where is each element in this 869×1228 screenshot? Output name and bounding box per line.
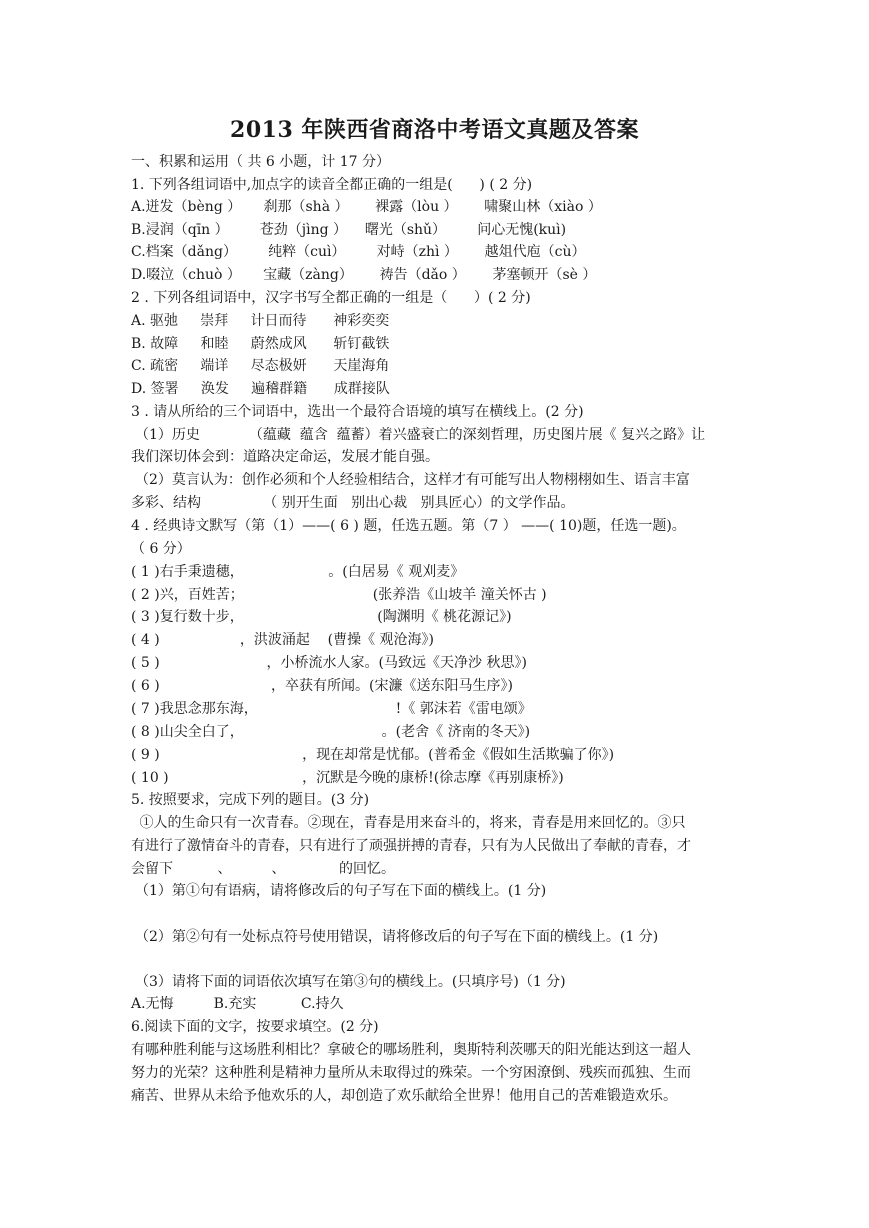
q6-passage-line-2: 努力的光荣？这种胜利是精神力量所从未取得过的殊荣。一个穷困潦倒、残疾而孤独、生而 — [131, 1065, 691, 1081]
question-4-score: （ 6 分） — [131, 541, 191, 557]
q5-options: A.无悔 B.充实 C.持久 — [131, 996, 344, 1012]
q2-option-a: A. 驱弛 崇拜 计日而待 神彩奕奕 — [131, 313, 390, 329]
question-4: 4 . 经典诗文默写（第（1）——( 6 ) 题，任选五题。第（7 ） ——( 10)题，任选一题)。 — [131, 518, 686, 534]
q4-item-10: ( 10 ) ，沉默是今晚的康桥!(徐志摩《再别康桥》) — [131, 770, 564, 786]
q3-part-1: （1）历史 （蕴藏 蕴含 蕴蓄）着兴盛衰亡的深刻哲理，历史图片展《 复兴之路》让 — [135, 427, 706, 443]
q4-item-3: ( 3 )复行数十步， (陶渊明《 桃花源记》) — [131, 609, 512, 625]
q5-part-3: （3）请将下面的词语依次填写在第③句的横线上。(只填序号)（1 分) — [135, 974, 566, 990]
q4-item-4: ( 4 ) ，洪波涌起 (曹操《 观沧海》) — [131, 632, 435, 648]
section-heading: 一、积累和运用（ 共 6 小题，计 17 分） — [131, 154, 390, 170]
q5-part-2: （2）第②句有一处标点符号使用错误，请将修改后的句子写在下面的横线上。(1 分) — [135, 929, 659, 945]
q2-option-b: B. 故障 和睦 蔚然成风 斩钉截铁 — [131, 336, 390, 352]
q5-passage-line-3: 会留下 、 、 的回忆。 — [131, 861, 395, 877]
q4-item-9: ( 9 ) ，现在却常是忧郁。(普希金《假如生活欺骗了你》) — [131, 747, 615, 763]
q3-part-2-cont: 多彩、结构 （ 别开生面 别出心裁 别具匠心）的文学作品。 — [131, 495, 575, 511]
q2-option-c: C. 疏密 端详 尽态极妍 天崖海角 — [131, 358, 390, 374]
q4-item-6: ( 6 ) ，卒获有所闻。(宋濂《送东阳马生序》) — [131, 678, 513, 694]
question-2: 2 . 下列各组词语中，汉字书写全都正确的一组是（ ）( 2 分) — [131, 290, 531, 306]
q5-passage-line-2: 有进行了激情奋斗的青春，只有进行了顽强拼搏的青春，只有为人民做出了奉献的青春，才 — [131, 838, 691, 854]
q5-part-1: （1）第①句有语病，请将修改后的句子写在下面的横线上。(1 分) — [135, 883, 547, 899]
q4-item-8: ( 8 )山尖全白了， 。(老舍《 济南的冬天》) — [131, 724, 531, 740]
document-title: 2013 年陕西省商洛中考语文真题及答案 — [230, 117, 639, 143]
q2-option-d: D. 签署 涣发 遍稽群籍 成群接队 — [131, 381, 390, 397]
question-1: 1. 下列各组词语中,加点字的读音全都正确的一组是( ) ( 2 分) — [131, 177, 533, 193]
q6-passage-line-1: 有哪种胜利能与这场胜利相比？拿破仑的哪场胜利，奥斯特利茨哪天的阳光能达到这一超人 — [131, 1042, 691, 1058]
q4-item-7: ( 7 )我思念那东海， !《 郭沫若《雷电颂》 — [131, 701, 532, 717]
q1-option-c: C.档案（dǎng） 纯粹（cuì） 对峙（zhì ） 越俎代庖（cù） — [131, 244, 586, 260]
q1-option-b: B.浸润（qīn ） 苍劲（jìng ） 曙光（shǔ） 问心无愧(kuì) — [131, 222, 567, 238]
q6-passage-line-3: 痛苦、世界从未给予他欢乐的人，却创造了欢乐献给全世界！他用自己的苦难锻造欢乐。 — [131, 1088, 677, 1104]
question-6: 6.阅读下面的文字，按要求填空。(2 分) — [131, 1019, 379, 1035]
q3-part-1-cont: 我们深切体会到：道路决定命运，发展才能自强。 — [131, 449, 439, 465]
q4-item-5: ( 5 ) ，小桥流水人家。(马致远《天净沙 秋思》) — [131, 655, 527, 671]
q3-part-2: （2）莫言认为：创作必须和个人经验相结合，这样才有可能写出人物栩栩如生、语言丰富 — [135, 472, 690, 488]
q4-item-1: ( 1 )右手秉遗穗， 。(白居易《 观刈麦》 — [131, 564, 465, 580]
question-5: 5. 按照要求，完成下列的题目。(3 分) — [131, 792, 370, 808]
q1-option-a: A.迸发（bèng ） 刹那（shà ） 裸露（lòu ） 啸聚山林（xiào ） — [131, 199, 602, 215]
q1-option-d: D.啜泣（chuò ） 宝藏（zàng） 祷告（dǎo ） 茅塞顿开（sè ） — [131, 267, 597, 283]
q5-passage-line-1: ①人的生命只有一次青春。②现在，青春是用来奋斗的，将来，青春是用来回忆的。③只 — [135, 815, 686, 831]
question-3: 3 . 请从所给的三个词语中，选出一个最符合语境的填写在横线上。(2 分) — [131, 404, 584, 420]
q4-item-2: ( 2 )兴，百姓苦； (张养浩《山坡羊 潼关怀古 ) — [131, 587, 547, 603]
